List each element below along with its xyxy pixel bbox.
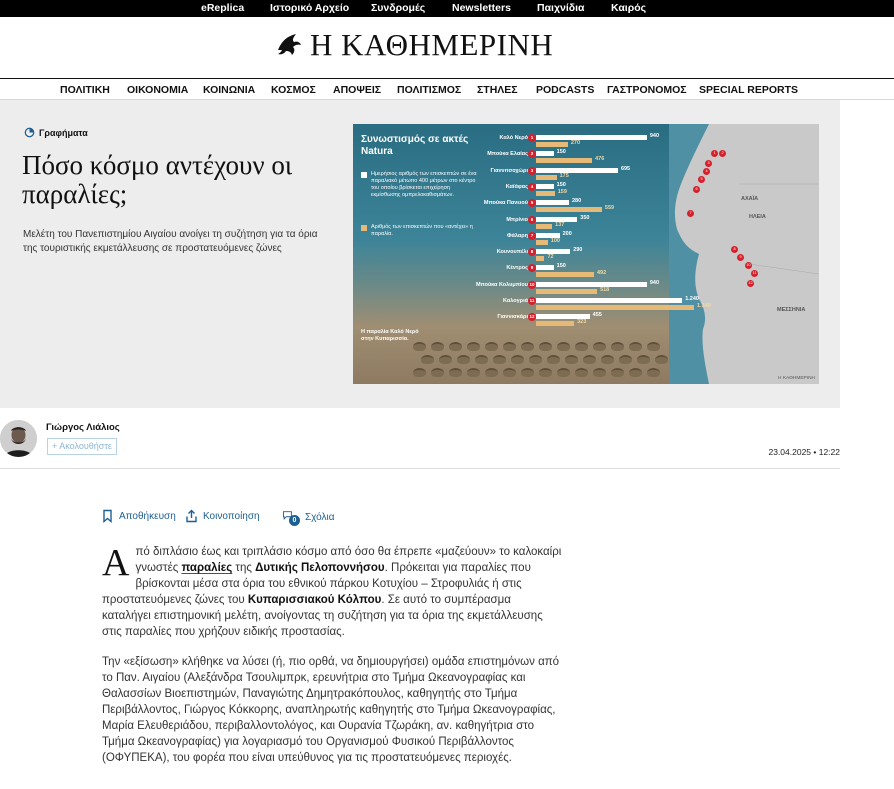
bar-number-badge: 1 bbox=[528, 134, 536, 142]
bar-category-label: Μπούκα Ελαίας bbox=[487, 151, 528, 158]
share-icon bbox=[185, 509, 198, 523]
region-label-messinia: ΜΕΣΣΗΝΙΑ bbox=[777, 307, 806, 313]
bar-capacity bbox=[536, 224, 552, 229]
article-lede: Μελέτη του Πανεπιστημίου Αιγαίου ανοίγει τη συζήτηση για τα όρια της τουριστικής εκμετάλλευσης σε προστατευόμενες ζώνες bbox=[23, 229, 318, 254]
bar-visitors bbox=[536, 151, 554, 156]
bar-value-visitors: 455 bbox=[592, 312, 602, 319]
text-run: . Σε αυτό το συμπέρασμα καταλήγει επιστημονική μελέτη, ανοίγοντας τη συζήτηση για τα όρια της εκμετάλλευσης στις παραλίες που χρήζουν ειδικής προστασίας. bbox=[102, 594, 543, 638]
umbrella-shape bbox=[413, 342, 426, 351]
umbrella-shape bbox=[431, 342, 444, 351]
bar-category-label: Κέντρος bbox=[506, 265, 528, 272]
save-label: Αποθήκευση bbox=[119, 510, 176, 522]
bar-number-badge: 5 bbox=[528, 199, 536, 207]
bar-value-visitors: 150 bbox=[556, 149, 566, 156]
publish-date: 23.04.2025 • 12:22 bbox=[768, 447, 840, 457]
umbrella-shape bbox=[575, 342, 588, 351]
bar-row bbox=[353, 134, 819, 150]
nav-item-podcasts[interactable]: PODCASTS bbox=[536, 84, 595, 96]
bar-category-label: Μπρίνιο bbox=[506, 216, 528, 223]
umbrella-shape bbox=[529, 355, 542, 364]
bar-number-badge: 12 bbox=[529, 314, 535, 320]
text-run: της bbox=[232, 562, 256, 574]
umbrella-shape bbox=[611, 342, 624, 351]
nav-item-opinions[interactable]: ΑΠΟΨΕΙΣ bbox=[333, 84, 382, 96]
umbrella-shape bbox=[547, 355, 560, 364]
bar-row bbox=[353, 183, 819, 199]
topbar-link-newsletters[interactable]: Newsletters bbox=[452, 2, 511, 14]
umbrella-shape bbox=[539, 342, 552, 351]
umbrella-shape bbox=[467, 342, 480, 351]
bar-number-badge: 10 bbox=[529, 281, 535, 287]
bar-capacity bbox=[536, 142, 568, 147]
map-pin: 9 bbox=[737, 254, 744, 261]
inline-link-keyword[interactable]: παραλίες bbox=[181, 562, 233, 574]
bookmark-icon bbox=[101, 509, 114, 523]
topbar-link-archive[interactable]: Ιστορικό Αρχείο bbox=[270, 2, 350, 14]
text-run: . Πρόκειται για παραλίες που βρίσκονται μέσα στα όρια του εθνικού πάρκου Κοτυχίου – Στροφυλιάς ή στις προστατευόμενες ζώνες του bbox=[102, 562, 531, 606]
bar-number-badge: 6 bbox=[528, 216, 536, 224]
umbrella-shape bbox=[485, 368, 498, 377]
bar-category-label: Καϊάφας bbox=[505, 183, 528, 190]
article-paragraph-1 bbox=[102, 544, 562, 640]
bar-capacity bbox=[536, 191, 555, 196]
bar-row bbox=[353, 232, 819, 248]
bar-row bbox=[353, 297, 819, 313]
bar-value-capacity: 323 bbox=[577, 319, 587, 326]
comments-label: Σχόλια bbox=[305, 511, 335, 523]
map-pin: 6 bbox=[693, 186, 700, 193]
umbrella-shape bbox=[485, 342, 498, 351]
author-name[interactable]: Γιώργος Λιάλιος bbox=[46, 422, 120, 433]
bar-value-capacity: 492 bbox=[597, 270, 607, 277]
graphic-credit: Η ΚΑΘΗΜΕΡΙΝΗ bbox=[778, 376, 815, 381]
map-pin: 2 bbox=[719, 150, 726, 157]
bar-capacity bbox=[536, 321, 574, 326]
bar-value-visitors: 150 bbox=[556, 263, 566, 270]
share-button[interactable] bbox=[185, 509, 260, 523]
page-title: Πόσο κόσμο αντέχουν οι παραλίες; bbox=[22, 150, 293, 209]
nav-item-special-reports[interactable]: SPECIAL REPORTS bbox=[699, 84, 798, 96]
bar-value-capacity: 175 bbox=[559, 172, 569, 179]
umbrella-shape bbox=[647, 342, 660, 351]
legend-text-capacity: Αριθμός των επισκεπτών που «αντέχει» η παραλία. bbox=[371, 224, 473, 237]
bar-category-label: Γιαννισκάρι bbox=[497, 314, 528, 321]
bar-value-capacity: 1.340 bbox=[697, 303, 711, 309]
topbar-link-ereplica[interactable]: eReplica bbox=[201, 2, 245, 14]
umbrella-shape bbox=[449, 368, 462, 377]
author-avatar[interactable] bbox=[0, 420, 37, 457]
map-pin: 1 bbox=[711, 150, 718, 157]
bar-value-capacity: 559 bbox=[604, 205, 615, 212]
map-pin: 11 bbox=[752, 271, 757, 275]
nav-item-columns[interactable]: ΣΤΗΛΕΣ bbox=[477, 84, 518, 96]
umbrella-shape bbox=[629, 368, 642, 377]
bar-category-label: Καλό Νερό bbox=[499, 135, 528, 141]
bar-value-visitors: 940 bbox=[649, 133, 660, 139]
map-pin: 5 bbox=[698, 176, 705, 183]
bar-row bbox=[353, 167, 819, 183]
topbar-link-games[interactable]: Παιχνίδια bbox=[537, 2, 585, 14]
bar-number-badge: 11 bbox=[529, 298, 535, 303]
bar-visitors bbox=[536, 184, 554, 189]
map-pin: 7 bbox=[687, 210, 694, 217]
bar-row bbox=[353, 216, 819, 232]
bar-value-visitors: 200 bbox=[562, 230, 572, 237]
follow-button[interactable]: + Ακολουθήστε bbox=[47, 438, 117, 455]
umbrella-shape bbox=[637, 355, 650, 364]
map-pin: 8 bbox=[731, 246, 738, 253]
bar-row bbox=[353, 199, 819, 215]
umbrella-shape bbox=[575, 368, 588, 377]
top-bar bbox=[0, 0, 894, 17]
comments-button[interactable] bbox=[282, 509, 335, 525]
nav-item-economy[interactable]: ΟΙΚΟΝΟΜΙΑ bbox=[127, 84, 189, 96]
save-button[interactable] bbox=[101, 509, 176, 523]
bar-visitors bbox=[536, 265, 554, 270]
photo-caption: Η παραλία Καλό Νερό στην Κυπαρισσία. bbox=[361, 329, 419, 342]
inline-keyword: Δυτικής Πελοποννήσου bbox=[255, 562, 385, 574]
bar-capacity bbox=[536, 272, 594, 277]
infographic[interactable] bbox=[353, 124, 819, 384]
graphic-title: Συνωστισμός σε ακτές Natura bbox=[361, 134, 469, 157]
article-hero bbox=[0, 100, 840, 408]
bar-value-capacity: 100 bbox=[550, 237, 560, 244]
author-portrait bbox=[0, 420, 37, 457]
umbrella-shape bbox=[557, 368, 570, 377]
bar-capacity bbox=[536, 175, 557, 180]
bar-value-visitors: 695 bbox=[620, 165, 631, 172]
topbar-link-subscriptions[interactable]: Συνδρομές bbox=[371, 2, 426, 14]
umbrella-shape bbox=[467, 368, 480, 377]
masthead bbox=[0, 17, 894, 79]
region-label-achaia: ΑΧΑΪΑ bbox=[741, 196, 759, 202]
divider bbox=[0, 468, 840, 469]
umbrella-shape bbox=[619, 355, 632, 364]
map-pin: 12 bbox=[748, 281, 753, 285]
umbrella-shape bbox=[593, 368, 606, 377]
umbrella-shape bbox=[503, 368, 516, 377]
umbrella-shape bbox=[601, 355, 614, 364]
bar-capacity bbox=[536, 158, 592, 163]
comment-icon bbox=[282, 509, 300, 525]
bar-category-label: Κουνουπέλι bbox=[496, 249, 528, 256]
umbrella-shape bbox=[503, 342, 516, 351]
comment-count-badge: 0 bbox=[289, 515, 300, 526]
bar-value-capacity: 270 bbox=[570, 140, 581, 146]
legend-text-visitors: Ημερήσιος αριθμός των επισκεπτών σε ένα παραλιακό μέτωπο 400 μέτρων στο κέντρο του οποίου βρίσκεται επιχείρηση εκμίσθωσης ομπρελοκαθισμάτων. bbox=[371, 171, 477, 198]
bar-value-visitors: 350 bbox=[580, 214, 590, 221]
bar-capacity bbox=[536, 240, 548, 245]
bar-row bbox=[353, 150, 819, 166]
umbrella-shape bbox=[521, 368, 534, 377]
bar-category-label: Καλογριά bbox=[503, 298, 528, 304]
bar-value-visitors: 290 bbox=[573, 247, 583, 254]
umbrella-shape bbox=[457, 355, 470, 364]
inline-keyword: Κυπαρισσιακού Κόλπου bbox=[247, 594, 382, 606]
umbrella-shape bbox=[449, 342, 462, 351]
umbrella-shape bbox=[593, 342, 606, 351]
bar-number-badge: 9 bbox=[528, 264, 536, 272]
bar-number-badge: 4 bbox=[528, 183, 536, 191]
bar-value-capacity: 159 bbox=[557, 188, 567, 195]
umbrella-shape bbox=[439, 355, 452, 364]
category-tag[interactable] bbox=[24, 127, 88, 138]
umbrella-shape bbox=[539, 368, 552, 377]
map-pin: 10 bbox=[746, 263, 751, 267]
bar-value-visitors: 940 bbox=[649, 279, 660, 286]
share-label: Κοινοποίηση bbox=[203, 510, 260, 522]
map-pin: 4 bbox=[703, 168, 710, 175]
umbrella-shape bbox=[413, 368, 426, 377]
bar-visitors bbox=[536, 282, 647, 287]
nav-item-politics[interactable]: ΠΟΛΙΤΙΚΗ bbox=[60, 84, 110, 96]
umbrella-shape bbox=[655, 355, 668, 364]
bar-visitors bbox=[536, 168, 618, 173]
category-label: Γραφήματα bbox=[39, 127, 88, 138]
nav-item-gastronomos[interactable]: ΓΑΣΤΡΟΝΟΜΟΣ bbox=[607, 84, 687, 96]
nav-item-society[interactable]: ΚΟΙΝΩΝΙΑ bbox=[203, 84, 256, 96]
bar-category-label: Φάλαρη bbox=[506, 232, 528, 239]
region-label-ilia: ΗΛΕΙΑ bbox=[749, 214, 766, 220]
bar-capacity bbox=[536, 207, 602, 212]
bar-number-badge: 2 bbox=[528, 150, 536, 158]
pie-chart-icon bbox=[24, 127, 35, 138]
bar-value-capacity: 72 bbox=[547, 254, 554, 261]
bar-number-badge: 3 bbox=[528, 167, 536, 175]
nav-item-world[interactable]: ΚΟΣΜΟΣ bbox=[271, 84, 316, 96]
bar-value-visitors: 280 bbox=[572, 198, 582, 205]
umbrella-shape bbox=[421, 355, 434, 364]
beach-umbrellas-photo bbox=[413, 338, 673, 384]
bar-category-label: Μπούκα Πανειού bbox=[483, 200, 528, 207]
umbrella-shape bbox=[557, 342, 570, 351]
bar-visitors bbox=[536, 298, 682, 303]
bar-capacity bbox=[536, 256, 544, 261]
eagle-logo-icon bbox=[274, 30, 304, 60]
main-nav bbox=[0, 80, 894, 100]
bar-visitors bbox=[536, 135, 647, 140]
bar-number-badge: 8 bbox=[528, 248, 536, 256]
site-logo[interactable] bbox=[274, 28, 553, 62]
bar-category-label: Μπούκα Κολυμπίου bbox=[475, 281, 528, 288]
nav-item-culture[interactable]: ΠΟΛΙΤΙΣΜΟΣ bbox=[397, 84, 462, 96]
topbar-link-weather[interactable]: Καιρός bbox=[611, 2, 647, 14]
bar-capacity bbox=[536, 305, 694, 310]
article-body bbox=[102, 544, 562, 766]
bar-value-visitors: 1.240 bbox=[685, 296, 699, 302]
logo-wordmark: Η ΚΑΘΗΜΕΡΙΝΗ bbox=[310, 27, 554, 62]
umbrella-shape bbox=[475, 355, 488, 364]
bar-number-badge: 7 bbox=[528, 232, 536, 240]
article-paragraph-2: Την «εξίσωση» κλήθηκε να λύσει (ή, πιο ορθά, να δημιουργήσει) ομάδα επιστημόνων από το Παν. Αιγαίου (Αλεξάνδρα Τσουλιμπρκ, ερευνήτρια στο Τμήμα Ωκεανογραφίας και Θαλασσίων Βιοεπιστημών, Παναγιώτης Δημητρακόπουλος, καθηγητής στο Τμήμα Περιβάλλοντος, Γιώργος Κόκκορης, αναπληρωτής καθηγητής στο Τμήμα Ωκεανογραφίας, Μαρία Ελευθεριάδου, περιβαλλοντολόγος, και Ουρανία Τζωράκη, αν. καθηγήτρια στο Τμήμα Ωκεανογραφίας) για λογαριασμό του Οργανισμού Φυσικού Περιβάλλοντος (ΟΦΥΠΕΚΑ), του φορέα που είναι υπεύθυνος για τις προστατευόμενες περιοχές. bbox=[102, 656, 560, 764]
drop-cap: Α bbox=[102, 542, 130, 584]
bar-value-visitors: 150 bbox=[556, 181, 566, 188]
bar-capacity bbox=[536, 289, 597, 294]
text-run: πό διπλάσιο έως και τριπλάσιο κόσμο από όσο θα έπρεπε «μαζεύουν» το καλοκαίρι γνωστές bbox=[135, 546, 562, 574]
umbrella-shape bbox=[521, 342, 534, 351]
umbrella-shape bbox=[611, 368, 624, 377]
umbrella-shape bbox=[583, 355, 596, 364]
bar-category-label: Γιαννιτσοχώρι bbox=[490, 167, 528, 174]
bar-row bbox=[353, 313, 819, 329]
bar-value-capacity: 518 bbox=[600, 286, 610, 293]
umbrella-shape bbox=[493, 355, 506, 364]
umbrella-shape bbox=[565, 355, 578, 364]
umbrella-shape bbox=[647, 368, 660, 377]
bar-value-capacity: 476 bbox=[595, 156, 605, 163]
umbrella-shape bbox=[511, 355, 524, 364]
umbrella-shape bbox=[431, 368, 444, 377]
map-pin: 3 bbox=[705, 160, 712, 167]
umbrella-shape bbox=[629, 342, 642, 351]
bar-visitors bbox=[536, 200, 569, 205]
bar-value-capacity: 137 bbox=[555, 221, 565, 228]
